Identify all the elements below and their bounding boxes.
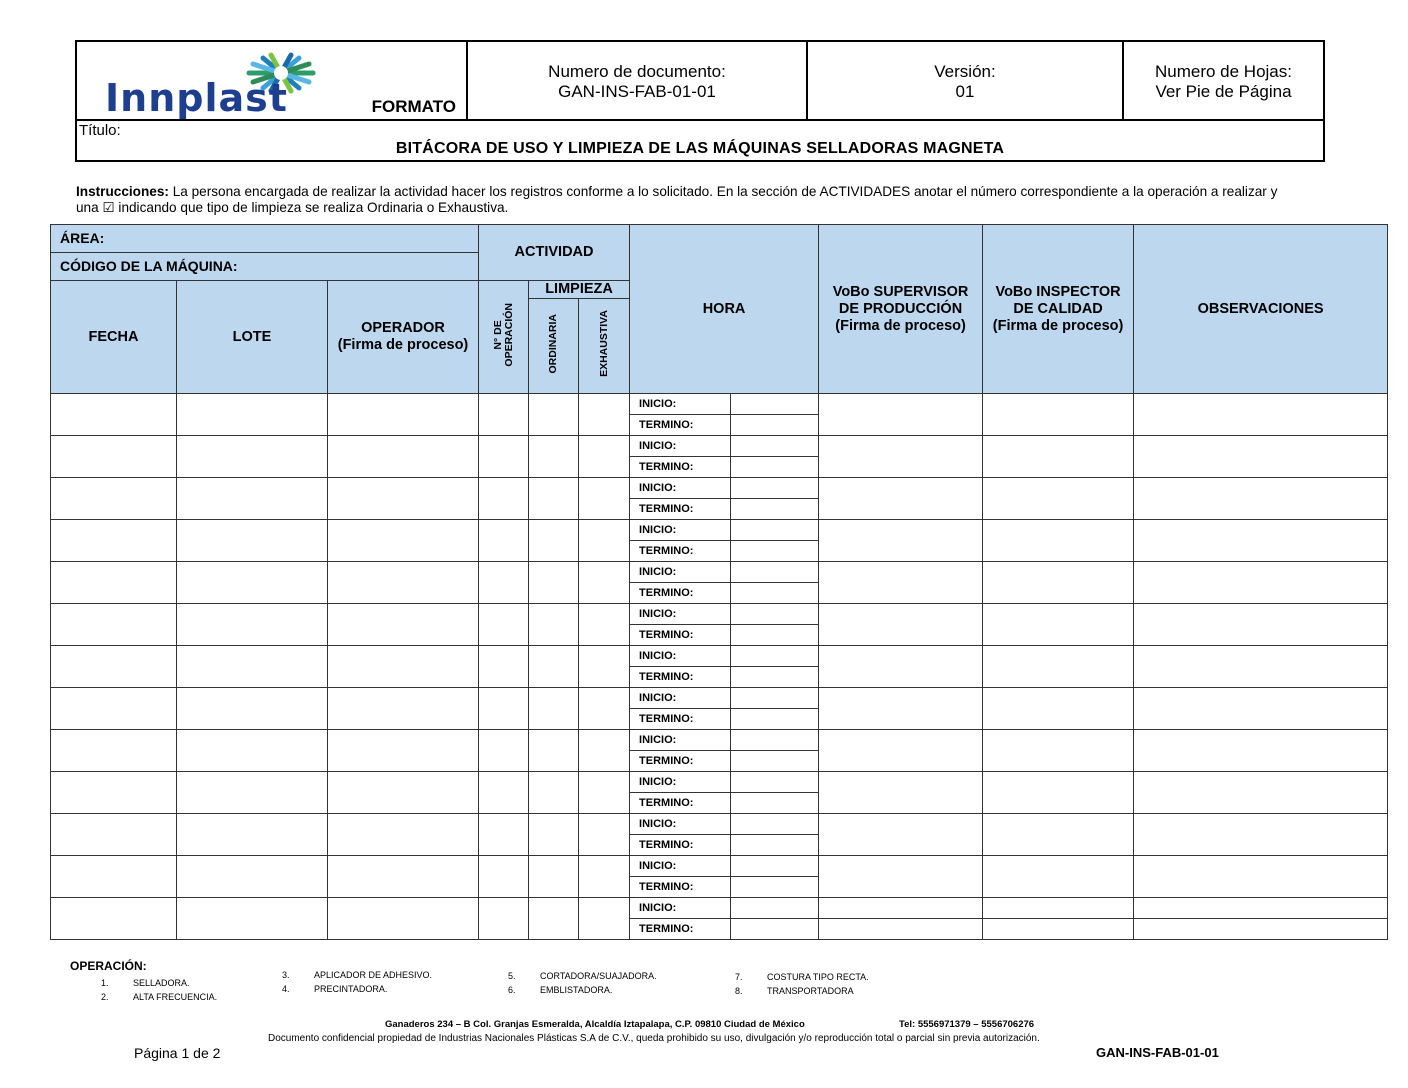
ordinaria-cell[interactable] — [529, 394, 579, 436]
lote-header: LOTE — [177, 281, 328, 394]
instructions-text-2: una ☑ indicando que tipo de limpieza se realiza Ordinaria o Exhaustiva. — [76, 200, 509, 215]
termino-time-cell[interactable] — [731, 835, 819, 856]
exhaustiva-cell[interactable] — [579, 688, 630, 730]
hora-header: HORA — [630, 225, 819, 394]
vobo-supervisor-cell[interactable] — [819, 730, 983, 772]
ordinaria-cell[interactable] — [529, 478, 579, 520]
vobo-supervisor-line2: DE PRODUCCIÓN — [838, 300, 963, 317]
operation-item — [282, 970, 433, 980]
inicio-label: INICIO: — [630, 898, 731, 919]
vobo-inspector-cell[interactable] — [983, 436, 1134, 478]
fecha-cell[interactable] — [51, 730, 177, 772]
termino-time-cell[interactable] — [731, 751, 819, 772]
observaciones-cell[interactable] — [1134, 562, 1388, 604]
inicio-time-cell[interactable] — [731, 604, 819, 625]
operador-cell[interactable] — [328, 520, 479, 562]
fecha-cell[interactable] — [51, 436, 177, 478]
termino-label: TERMINO: — [630, 499, 731, 520]
fecha-cell[interactable] — [51, 478, 177, 520]
exhaustiva-cell[interactable] — [579, 562, 630, 604]
vobo-inspector-cell[interactable] — [983, 604, 1134, 646]
sheets-label: Numero de Hojas: — [1154, 62, 1292, 81]
version-cell — [808, 42, 1124, 119]
vobo-supervisor-cell[interactable] — [819, 478, 983, 520]
fecha-cell[interactable] — [51, 520, 177, 562]
lote-cell[interactable] — [177, 604, 328, 646]
operation-number: 7. — [735, 972, 743, 982]
inicio-label: INICIO: — [630, 478, 731, 499]
operation-item — [282, 984, 388, 994]
exhaustiva-cell[interactable] — [579, 646, 630, 688]
inicio-label: INICIO: — [630, 772, 731, 793]
fecha-header: FECHA — [51, 281, 177, 394]
inicio-time-cell[interactable] — [731, 898, 819, 919]
vobo-inspector-header — [983, 225, 1134, 394]
lote-cell[interactable] — [177, 436, 328, 478]
lote-cell[interactable] — [177, 688, 328, 730]
observaciones-cell[interactable] — [1134, 814, 1388, 856]
operador-cell[interactable] — [328, 562, 479, 604]
lote-cell[interactable] — [177, 520, 328, 562]
version-value: 01 — [955, 82, 975, 101]
inicio-label: INICIO: — [630, 688, 731, 709]
inicio-time-cell[interactable] — [731, 856, 819, 877]
inicio-time-cell[interactable] — [731, 562, 819, 583]
formato-label: FORMATO — [371, 97, 456, 116]
vobo-inspector-cell[interactable] — [983, 646, 1134, 688]
operador-cell[interactable] — [328, 772, 479, 814]
num-operacion-cell[interactable] — [479, 436, 529, 478]
fecha-cell[interactable] — [51, 562, 177, 604]
vobo-inspector-cell[interactable] — [983, 898, 1134, 919]
termino-time-cell[interactable] — [731, 457, 819, 478]
table-row — [51, 856, 1388, 877]
termino-label: TERMINO: — [630, 919, 731, 940]
num-operacion-label: N° DE OPERACIÓN — [491, 302, 515, 367]
operation-label: EMBLISTADORA. — [540, 985, 613, 995]
page-number: Página 1 de 2 — [134, 1045, 221, 1061]
ordinaria-cell[interactable] — [529, 604, 579, 646]
fecha-cell[interactable] — [51, 604, 177, 646]
operador-header — [328, 281, 479, 394]
lote-cell[interactable] — [177, 772, 328, 814]
operations-legend-title: OPERACIÓN: — [70, 959, 147, 973]
operation-item — [735, 986, 854, 996]
exhaustiva-cell[interactable] — [579, 856, 630, 898]
version-label: Versión: — [934, 62, 996, 81]
inicio-label: INICIO: — [630, 562, 731, 583]
operation-number: 8. — [735, 986, 743, 996]
operation-label: SELLADORA. — [133, 978, 190, 988]
title-row — [77, 121, 1323, 160]
lote-cell[interactable] — [177, 856, 328, 898]
num-operacion-cell[interactable] — [479, 604, 529, 646]
inicio-time-cell[interactable] — [731, 436, 819, 457]
vobo-supervisor-cell[interactable] — [819, 688, 983, 730]
table-row — [51, 436, 1388, 457]
footer-address: Ganaderos 234 – B Col. Granjas Esmeralda, Alcaldía Iztapalapa, C.P. 09810 Ciudad de México — [385, 1019, 805, 1030]
ordinaria-header — [529, 299, 579, 394]
table-row — [51, 478, 1388, 499]
vobo-supervisor-cell[interactable] — [819, 604, 983, 646]
vobo-inspector-cell[interactable] — [983, 919, 1134, 940]
exhaustiva-cell[interactable] — [579, 436, 630, 478]
fecha-cell[interactable] — [51, 814, 177, 856]
instructions-label: Instrucciones: — [76, 184, 169, 199]
exhaustiva-cell[interactable] — [579, 772, 630, 814]
exhaustiva-label: EXHAUSTIVA — [597, 310, 610, 377]
log-table — [50, 224, 1388, 940]
logo-wordmark: Innplast — [105, 76, 288, 120]
operation-label: ALTA FRECUENCIA. — [133, 992, 218, 1002]
operador-cell[interactable] — [328, 394, 479, 436]
lote-cell[interactable] — [177, 730, 328, 772]
observaciones-cell[interactable] — [1134, 394, 1388, 436]
operation-item — [101, 992, 218, 1002]
document-number-value: GAN-INS-FAB-01-01 — [558, 82, 716, 101]
inicio-label: INICIO: — [630, 436, 731, 457]
inicio-time-cell[interactable] — [731, 478, 819, 499]
num-operacion-cell[interactable] — [479, 478, 529, 520]
operation-number: 1. — [101, 978, 109, 988]
operation-number: 4. — [282, 984, 290, 994]
termino-label: TERMINO: — [630, 751, 731, 772]
fecha-cell[interactable] — [51, 772, 177, 814]
inicio-label: INICIO: — [630, 646, 731, 667]
table-row — [51, 772, 1388, 793]
vobo-inspector-line2: DE CALIDAD — [1013, 300, 1103, 317]
footer-document-id: GAN-INS-FAB-01-01 — [1096, 1045, 1219, 1060]
vobo-supervisor-line1: VoBo SUPERVISOR — [832, 283, 969, 300]
num-operacion-cell[interactable] — [479, 562, 529, 604]
footer-phone: Tel: 5556971379 – 5556706276 — [899, 1019, 1035, 1030]
lote-cell[interactable] — [177, 394, 328, 436]
instructions-text-1: La persona encargada de realizar la actividad hacer los registros conforme a lo solicitado. En la sección de ACTIVIDADES anotar el número correspondiente a la operación a realizar y — [168, 184, 1278, 199]
vobo-supervisor-cell[interactable] — [819, 814, 983, 856]
observaciones-cell[interactable] — [1134, 478, 1388, 520]
vobo-inspector-cell[interactable] — [983, 394, 1134, 436]
document-number-cell — [468, 42, 808, 119]
ordinaria-cell[interactable] — [529, 772, 579, 814]
observaciones-header: OBSERVACIONES — [1134, 225, 1388, 394]
operation-number: 2. — [101, 992, 109, 1002]
num-operacion-cell[interactable] — [479, 688, 529, 730]
exhaustiva-cell[interactable] — [579, 394, 630, 436]
inicio-time-cell[interactable] — [731, 520, 819, 541]
vobo-inspector-cell[interactable] — [983, 520, 1134, 562]
inicio-time-cell[interactable] — [731, 688, 819, 709]
vobo-inspector-cell[interactable] — [983, 688, 1134, 730]
operation-label: TRANSPORTADORA — [767, 986, 854, 996]
ordinaria-cell[interactable] — [529, 520, 579, 562]
ordinaria-cell[interactable] — [529, 562, 579, 604]
num-operacion-cell[interactable] — [479, 520, 529, 562]
vobo-inspector-cell[interactable] — [983, 772, 1134, 814]
logo-cell — [77, 42, 468, 119]
termino-label: TERMINO: — [630, 877, 731, 898]
vobo-inspector-cell[interactable] — [983, 814, 1134, 856]
operador-cell[interactable] — [328, 604, 479, 646]
sheets-cell — [1124, 42, 1323, 119]
vobo-supervisor-cell[interactable] — [819, 898, 983, 919]
operation-label: APLICADOR DE ADHESIVO. — [314, 970, 433, 980]
exhaustiva-cell[interactable] — [579, 730, 630, 772]
fecha-cell[interactable] — [51, 856, 177, 898]
num-operacion-cell[interactable] — [479, 394, 529, 436]
operador-cell[interactable] — [328, 436, 479, 478]
fecha-cell[interactable] — [51, 688, 177, 730]
vobo-supervisor-cell[interactable] — [819, 856, 983, 898]
termino-label: TERMINO: — [630, 793, 731, 814]
vobo-supervisor-cell[interactable] — [819, 562, 983, 604]
document-number-label: Numero de documento: — [548, 62, 726, 81]
inicio-label: INICIO: — [630, 520, 731, 541]
termino-time-cell[interactable] — [731, 877, 819, 898]
termino-time-cell[interactable] — [731, 541, 819, 562]
inicio-time-cell[interactable] — [731, 394, 819, 415]
ordinaria-cell[interactable] — [529, 730, 579, 772]
inicio-label: INICIO: — [630, 730, 731, 751]
vobo-inspector-line1: VoBo INSPECTOR — [995, 283, 1121, 300]
title-label: Título: — [79, 122, 121, 139]
operador-cell[interactable] — [328, 856, 479, 898]
vobo-inspector-cell[interactable] — [983, 478, 1134, 520]
observaciones-cell[interactable] — [1134, 856, 1388, 898]
operation-item — [735, 972, 869, 982]
inicio-label: INICIO: — [630, 856, 731, 877]
observaciones-cell[interactable] — [1134, 919, 1388, 940]
fecha-cell[interactable] — [51, 394, 177, 436]
observaciones-cell[interactable] — [1134, 688, 1388, 730]
operation-number: 6. — [508, 985, 516, 995]
vobo-inspector-line3: (Firma de proceso) — [992, 317, 1124, 334]
num-operacion-cell[interactable] — [479, 772, 529, 814]
machine-code-field[interactable]: CÓDIGO DE LA MÁQUINA: — [51, 253, 479, 281]
termino-time-cell[interactable] — [731, 919, 819, 940]
termino-time-cell[interactable] — [731, 583, 819, 604]
table-row — [51, 604, 1388, 625]
fecha-cell[interactable] — [51, 646, 177, 688]
ordinaria-cell[interactable] — [529, 814, 579, 856]
table-row — [51, 730, 1388, 751]
company-logo — [105, 50, 345, 118]
table-row — [51, 520, 1388, 541]
num-operacion-cell[interactable] — [479, 856, 529, 898]
lote-cell[interactable] — [177, 646, 328, 688]
vobo-inspector-cell[interactable] — [983, 562, 1134, 604]
termino-label: TERMINO: — [630, 583, 731, 604]
vobo-supervisor-cell[interactable] — [819, 394, 983, 436]
limpieza-header: LIMPIEZA — [529, 281, 630, 299]
termino-label: TERMINO: — [630, 415, 731, 436]
operador-cell[interactable] — [328, 898, 479, 940]
lote-cell[interactable] — [177, 478, 328, 520]
header-top-row — [77, 42, 1323, 121]
termino-label: TERMINO: — [630, 541, 731, 562]
operation-label: CORTADORA/SUAJADORA. — [540, 971, 657, 981]
document-title: BITÁCORA DE USO Y LIMPIEZA DE LAS MÁQUINAS SELLADORAS MAGNETA — [395, 140, 1005, 157]
operation-number: 3. — [282, 970, 290, 980]
termino-time-cell[interactable] — [731, 667, 819, 688]
observaciones-cell[interactable] — [1134, 646, 1388, 688]
vobo-inspector-cell[interactable] — [983, 856, 1134, 898]
operation-label: COSTURA TIPO RECTA. — [767, 972, 869, 982]
exhaustiva-cell[interactable] — [579, 814, 630, 856]
num-operacion-cell[interactable] — [479, 646, 529, 688]
vobo-supervisor-cell[interactable] — [819, 520, 983, 562]
observaciones-cell[interactable] — [1134, 436, 1388, 478]
termino-label: TERMINO: — [630, 667, 731, 688]
termino-time-cell[interactable] — [731, 793, 819, 814]
fecha-cell[interactable] — [51, 898, 177, 940]
table-row — [51, 394, 1388, 415]
num-operacion-cell[interactable] — [479, 730, 529, 772]
confidentiality-notice: Documento confidencial propiedad de Industrias Nacionales Plásticas S.A de C.V., queda prohibido su uso, divulgación y/o reproducción total o parcial sin previa autorización. — [268, 1033, 1040, 1044]
operador-label: OPERADOR — [361, 320, 445, 336]
observaciones-cell[interactable] — [1134, 730, 1388, 772]
vobo-supervisor-cell[interactable] — [819, 919, 983, 940]
operador-cell[interactable] — [328, 646, 479, 688]
area-field[interactable]: ÁREA: — [51, 225, 479, 253]
num-operacion-cell[interactable] — [479, 898, 529, 940]
ordinaria-cell[interactable] — [529, 436, 579, 478]
table-row — [51, 562, 1388, 583]
num-operacion-header — [479, 281, 529, 394]
termino-time-cell[interactable] — [731, 709, 819, 730]
document-header — [75, 40, 1325, 162]
observaciones-cell[interactable] — [1134, 604, 1388, 646]
table-row — [51, 646, 1388, 667]
operador-cell[interactable] — [328, 478, 479, 520]
num-operacion-cell[interactable] — [479, 814, 529, 856]
actividad-header: ACTIVIDAD — [479, 225, 630, 281]
vobo-supervisor-cell[interactable] — [819, 772, 983, 814]
termino-label: TERMINO: — [630, 709, 731, 730]
ordinaria-cell[interactable] — [529, 856, 579, 898]
operador-cell[interactable] — [328, 688, 479, 730]
exhaustiva-cell[interactable] — [579, 604, 630, 646]
ordinaria-label: ORDINARIA — [547, 313, 560, 374]
vobo-supervisor-header — [819, 225, 983, 394]
operation-label: PRECINTADORA. — [314, 984, 388, 994]
observaciones-cell[interactable] — [1134, 898, 1388, 919]
table-row — [51, 898, 1388, 919]
observaciones-cell[interactable] — [1134, 772, 1388, 814]
termino-label: TERMINO: — [630, 835, 731, 856]
operation-item — [101, 978, 190, 988]
termino-time-cell[interactable] — [731, 499, 819, 520]
vobo-supervisor-line3: (Firma de proceso) — [835, 317, 966, 334]
exhaustiva-cell[interactable] — [579, 898, 630, 940]
ordinaria-cell[interactable] — [529, 646, 579, 688]
inicio-label: INICIO: — [630, 814, 731, 835]
operador-sublabel: (Firma de proceso) — [337, 337, 469, 353]
table-row — [51, 688, 1388, 709]
termino-time-cell[interactable] — [731, 415, 819, 436]
inicio-label: INICIO: — [630, 604, 731, 625]
ordinaria-cell[interactable] — [529, 898, 579, 940]
operador-cell[interactable] — [328, 730, 479, 772]
operador-cell[interactable] — [328, 814, 479, 856]
termino-label: TERMINO: — [630, 457, 731, 478]
lote-cell[interactable] — [177, 814, 328, 856]
vobo-inspector-cell[interactable] — [983, 730, 1134, 772]
exhaustiva-header — [579, 299, 630, 394]
termino-time-cell[interactable] — [731, 625, 819, 646]
ordinaria-cell[interactable] — [529, 688, 579, 730]
operation-number: 5. — [508, 971, 516, 981]
lote-cell[interactable] — [177, 562, 328, 604]
exhaustiva-cell[interactable] — [579, 520, 630, 562]
inicio-label: INICIO: — [630, 394, 731, 415]
observaciones-cell[interactable] — [1134, 520, 1388, 562]
operation-item — [508, 985, 613, 995]
inicio-time-cell[interactable] — [731, 814, 819, 835]
sheets-value: Ver Pie de Página — [1155, 82, 1292, 101]
operation-item — [508, 971, 657, 981]
inicio-time-cell[interactable] — [731, 730, 819, 751]
exhaustiva-cell[interactable] — [579, 478, 630, 520]
inicio-time-cell[interactable] — [731, 772, 819, 793]
inicio-time-cell[interactable] — [731, 646, 819, 667]
instructions — [76, 184, 1346, 216]
termino-label: TERMINO: — [630, 625, 731, 646]
vobo-supervisor-cell[interactable] — [819, 646, 983, 688]
vobo-supervisor-cell[interactable] — [819, 436, 983, 478]
lote-cell[interactable] — [177, 898, 328, 940]
table-row — [51, 814, 1388, 835]
